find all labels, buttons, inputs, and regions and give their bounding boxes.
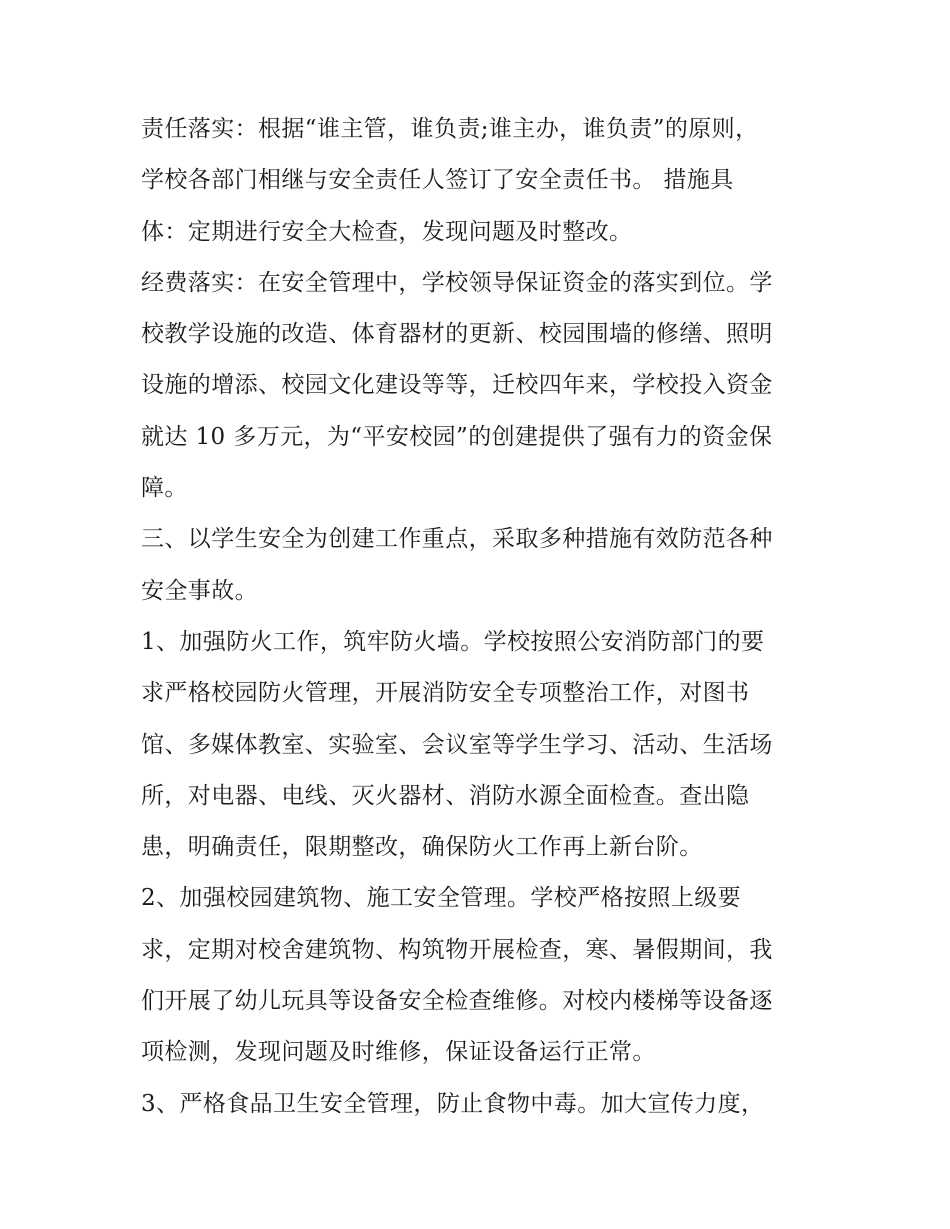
text-line: 们开展了幼儿玩具等设备安全检查维修。对校内楼梯等设备逐 [141,988,773,1015]
text-line: 项检测，发现问题及时维修，保证设备运行正常。 [141,1039,656,1066]
text-line: 设施的增添、校园文化建设等等，迁校四年来，学校投入资金 [141,372,773,399]
text-line: 安全事故。 [141,577,258,604]
text-line: 责任落实：根据“谁主管，谁负责;谁主办，谁负责”的原则， [141,116,759,142]
document-body [141,104,816,1130]
text-line: 2、加强校园建筑物、施工安全管理。学校严格按照上级要 [141,885,742,912]
text-line: 馆、多媒体教室、实验室、会议室等学生学习、活动、生活场 [141,731,773,758]
text-line: 患，明确责任，限期整改，确保防火工作再上新台阶。 [141,834,703,861]
text-line: 学校各部门相继与安全责任人签订了安全责任书。 措施具 [141,167,734,194]
text-line: 三、以学生安全为创建工作重点，采取多种措施有效防范各种 [141,526,773,553]
text-line: 体：定期进行安全大检查，发现问题及时整改。 [141,218,633,245]
text-line: 所，对电器、电线、灭火器材、消防水源全面检查。查出隐 [141,782,750,809]
text-line: 求，定期对校舍建筑物、构筑物开展检查，寒、暑假期间，我 [141,936,773,963]
text-line: 求严格校园防火管理，开展消防安全专项整治工作，对图书 [141,680,750,707]
text-line: 3、严格食品卫生安全管理，防止食物中毒。加大宣传力度， [141,1090,765,1117]
text-line: 就达 10 多万元，为“平安校园”的创建提供了强有力的资金保 [141,423,773,450]
text-line: 1、加强防火工作，筑牢防火墙。学校按照公安消防部门的要 [141,628,765,655]
text-line: 经费落实：在安全管理中，学校领导保证资金的落实到位。学 [141,269,773,296]
text-line: 障。 [141,475,188,502]
text-line: 校教学设施的改造、体育器材的更新、校园围墙的修缮、照明 [141,321,773,348]
